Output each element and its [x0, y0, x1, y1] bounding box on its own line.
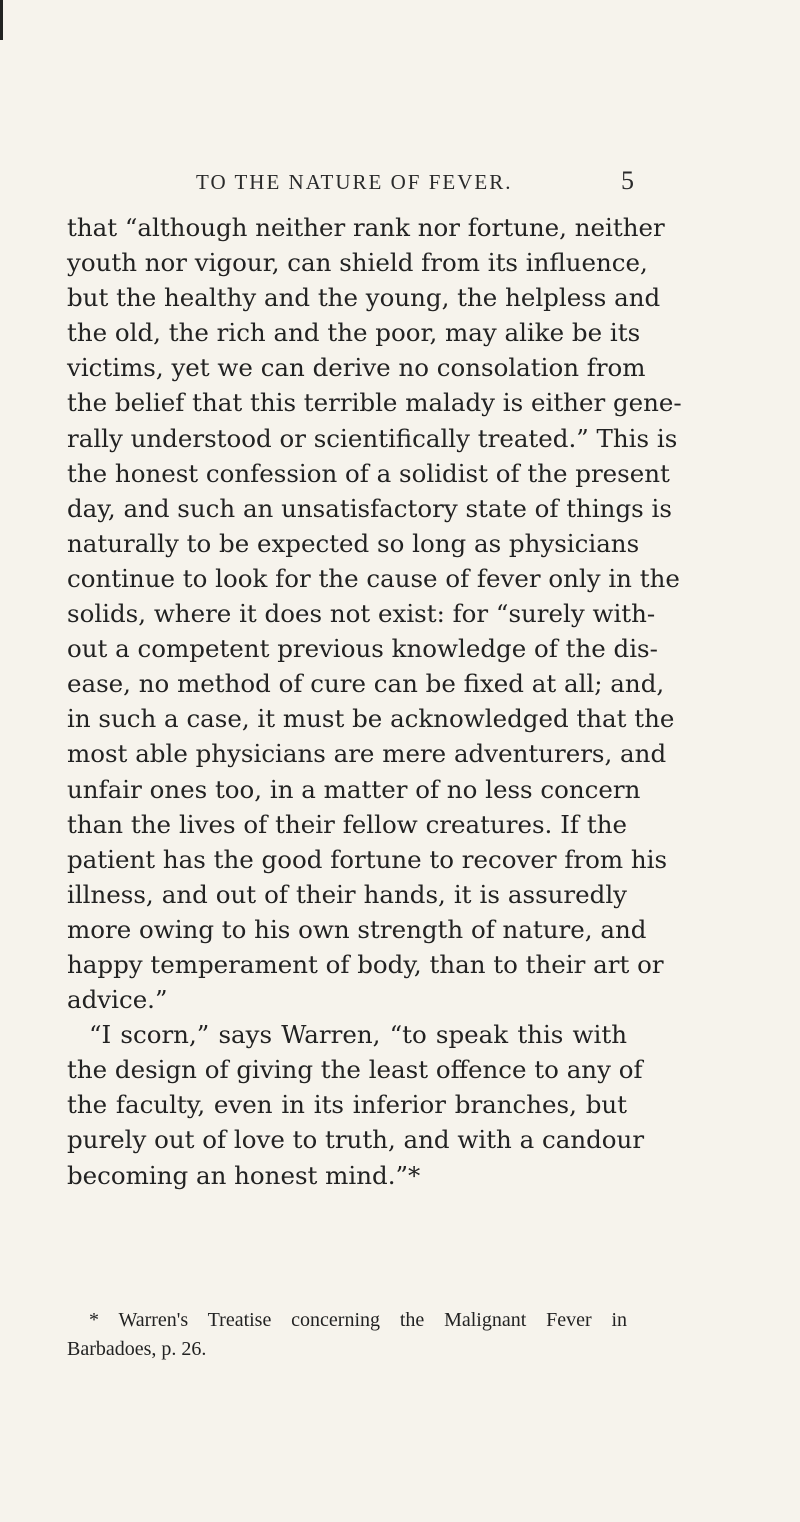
footnote-line: * Warren's Treatise concerning the Malignant Fever in — [89, 1309, 627, 1331]
text-line: unfair ones too, in a matter of no less concern — [67, 774, 641, 804]
text-line: the old, the rich and the poor, may alike be its — [67, 318, 641, 348]
text-line: the belief that this terrible malady is either gene- — [67, 388, 682, 418]
scan-edge-mark — [0, 0, 3, 40]
text-line: rally understood or scientifically treated.” This is — [67, 423, 678, 453]
text-line: more owing to his own strength of nature, and — [67, 914, 647, 944]
footnote-line: Barbadoes, p. 26. — [67, 1338, 207, 1360]
text-line: purely out of love to truth, and with a candour — [67, 1125, 645, 1155]
text-line: than the lives of their fellow creatures. If the — [67, 809, 627, 839]
text-line: becoming an honest mind.”* — [67, 1160, 421, 1190]
text-line: solids, where it does not exist: for “surely with- — [67, 599, 656, 629]
text-line: the honest confession of a solidist of the present — [67, 458, 670, 488]
text-line: that “although neither rank nor fortune, neither — [67, 213, 665, 242]
text-line: but the healthy and the young, the helpless and — [67, 283, 661, 313]
paragraph-1 — [67, 210, 682, 1017]
text-line: day, and such an unsatisfactory state of things is — [67, 493, 672, 523]
text-line: patient has the good fortune to recover from his — [67, 844, 668, 874]
text-line: most able physicians are mere adventurers, and — [67, 739, 667, 769]
page-number: 5 — [621, 166, 634, 195]
text-line: youth nor vigour, can shield from its influence, — [67, 248, 648, 278]
paragraph-2 — [67, 1017, 645, 1192]
text-line: the faculty, even in its inferior branches, but — [67, 1090, 627, 1120]
text-line: victims, yet we can derive no consolation from — [67, 353, 646, 383]
running-head — [0, 166, 800, 200]
text-line: the design of giving the least offence to any of — [67, 1055, 643, 1085]
text-line: out a competent previous knowledge of the dis- — [67, 634, 658, 664]
text-line: “I scorn,” says Warren, “to speak this with — [89, 1020, 627, 1050]
text-line: in such a case, it must be acknowledged that the — [67, 704, 675, 734]
footnote — [67, 1306, 627, 1364]
text-line: happy temperament of body, than to their art or — [67, 949, 664, 979]
text-line: illness, and out of their hands, it is assuredly — [67, 879, 627, 909]
text-line: naturally to be expected so long as physicians — [67, 528, 640, 558]
text-line: continue to look for the cause of fever only in the — [67, 563, 680, 593]
text-line: ease, no method of cure can be fixed at all; and, — [67, 669, 665, 699]
running-title: TO THE NATURE OF FEVER. — [196, 170, 513, 194]
text-line: advice.” — [67, 985, 168, 1015]
body-text — [67, 210, 682, 1193]
